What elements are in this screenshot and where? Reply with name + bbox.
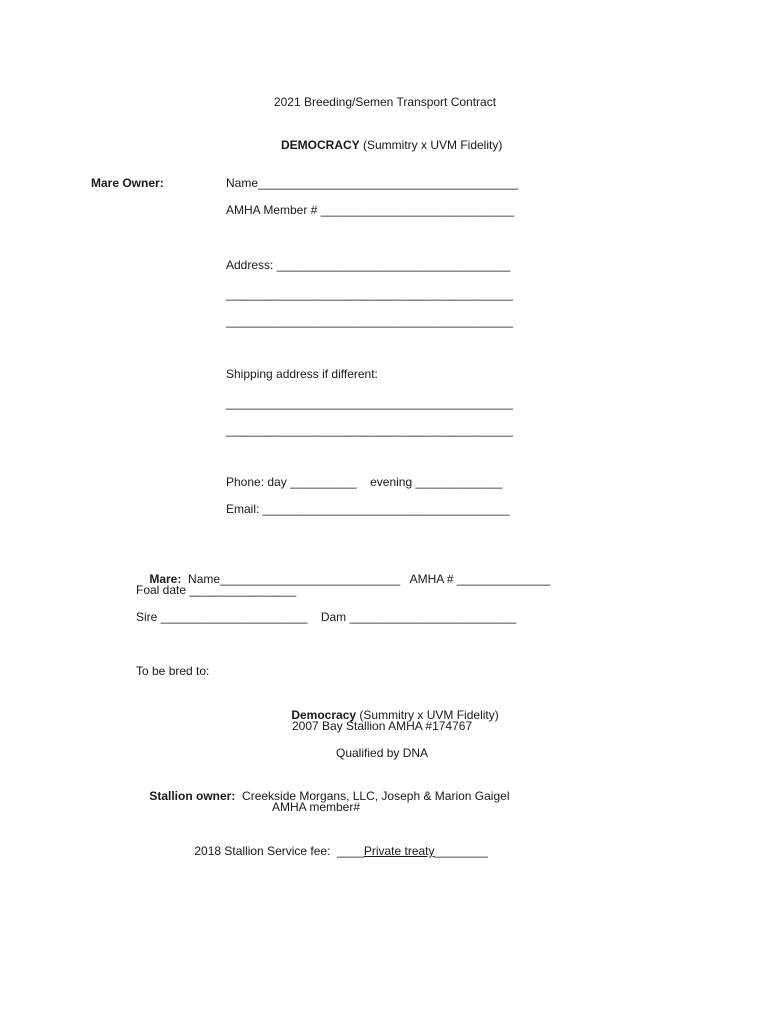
owner-address-line3[interactable]: ___________________________________________ bbox=[226, 314, 513, 328]
email-field[interactable]: Email: _____________________________________ bbox=[226, 502, 510, 516]
to-be-bred-label: To be bred to: bbox=[136, 664, 210, 678]
service-fee-pre: ____ bbox=[337, 844, 364, 858]
phone-field[interactable]: Phone: day __________ evening _____________ bbox=[226, 475, 503, 489]
document-title: 2021 Breeding/Semen Transport Contract bbox=[273, 95, 497, 109]
service-fee-value: Private treaty bbox=[363, 844, 435, 858]
stallion-heading-name: DEMOCRACY bbox=[281, 138, 360, 152]
stallion-amha-member: AMHA member# bbox=[272, 800, 361, 814]
stallion-owner-label: Stallion owner: bbox=[149, 789, 236, 803]
stallion-heading-pedigree: (Summitry x UVM Fidelity) bbox=[359, 138, 503, 152]
mare-label: Mare: bbox=[149, 572, 182, 586]
mare-owner-label: Mare Owner: bbox=[91, 176, 164, 190]
shipping-address-line2[interactable]: ___________________________________________ bbox=[226, 423, 513, 437]
mare-name-amha-field[interactable]: Name___________________________ AMHA # ______________ bbox=[181, 572, 551, 586]
service-fee-row bbox=[181, 827, 488, 875]
foal-date-field[interactable]: Foal date ________________ bbox=[136, 583, 297, 597]
stallion-owner-value: Creekside Morgans, LLC, Joseph & Marion Gaigel bbox=[235, 789, 510, 803]
service-fee-label: 2018 Stallion Service fee: bbox=[194, 844, 338, 858]
owner-address-line2[interactable]: ___________________________________________ bbox=[226, 287, 513, 301]
shipping-address-label: Shipping address if different: bbox=[226, 367, 378, 381]
stallion-heading bbox=[0, 121, 770, 169]
owner-name-field[interactable]: Name_______________________________________ bbox=[226, 176, 519, 190]
stallion-info: 2007 Bay Stallion AMHA #174767 bbox=[292, 719, 473, 733]
sire-dam-field[interactable]: Sire ______________________ Dam _________________________ bbox=[136, 610, 517, 624]
owner-address-field[interactable]: Address: ___________________________________ bbox=[226, 258, 511, 272]
service-fee-post: ________ bbox=[434, 844, 488, 858]
bred-to-stallion-name: Democracy bbox=[291, 708, 357, 722]
owner-amha-member-field[interactable]: AMHA Member # _____________________________ bbox=[226, 203, 515, 217]
shipping-address-line1[interactable]: ___________________________________________ bbox=[226, 396, 513, 410]
bred-to-stallion-pedigree: (Summitry x UVM Fidelity) bbox=[356, 708, 499, 722]
dna-qualification: Qualified by DNA bbox=[336, 746, 429, 760]
